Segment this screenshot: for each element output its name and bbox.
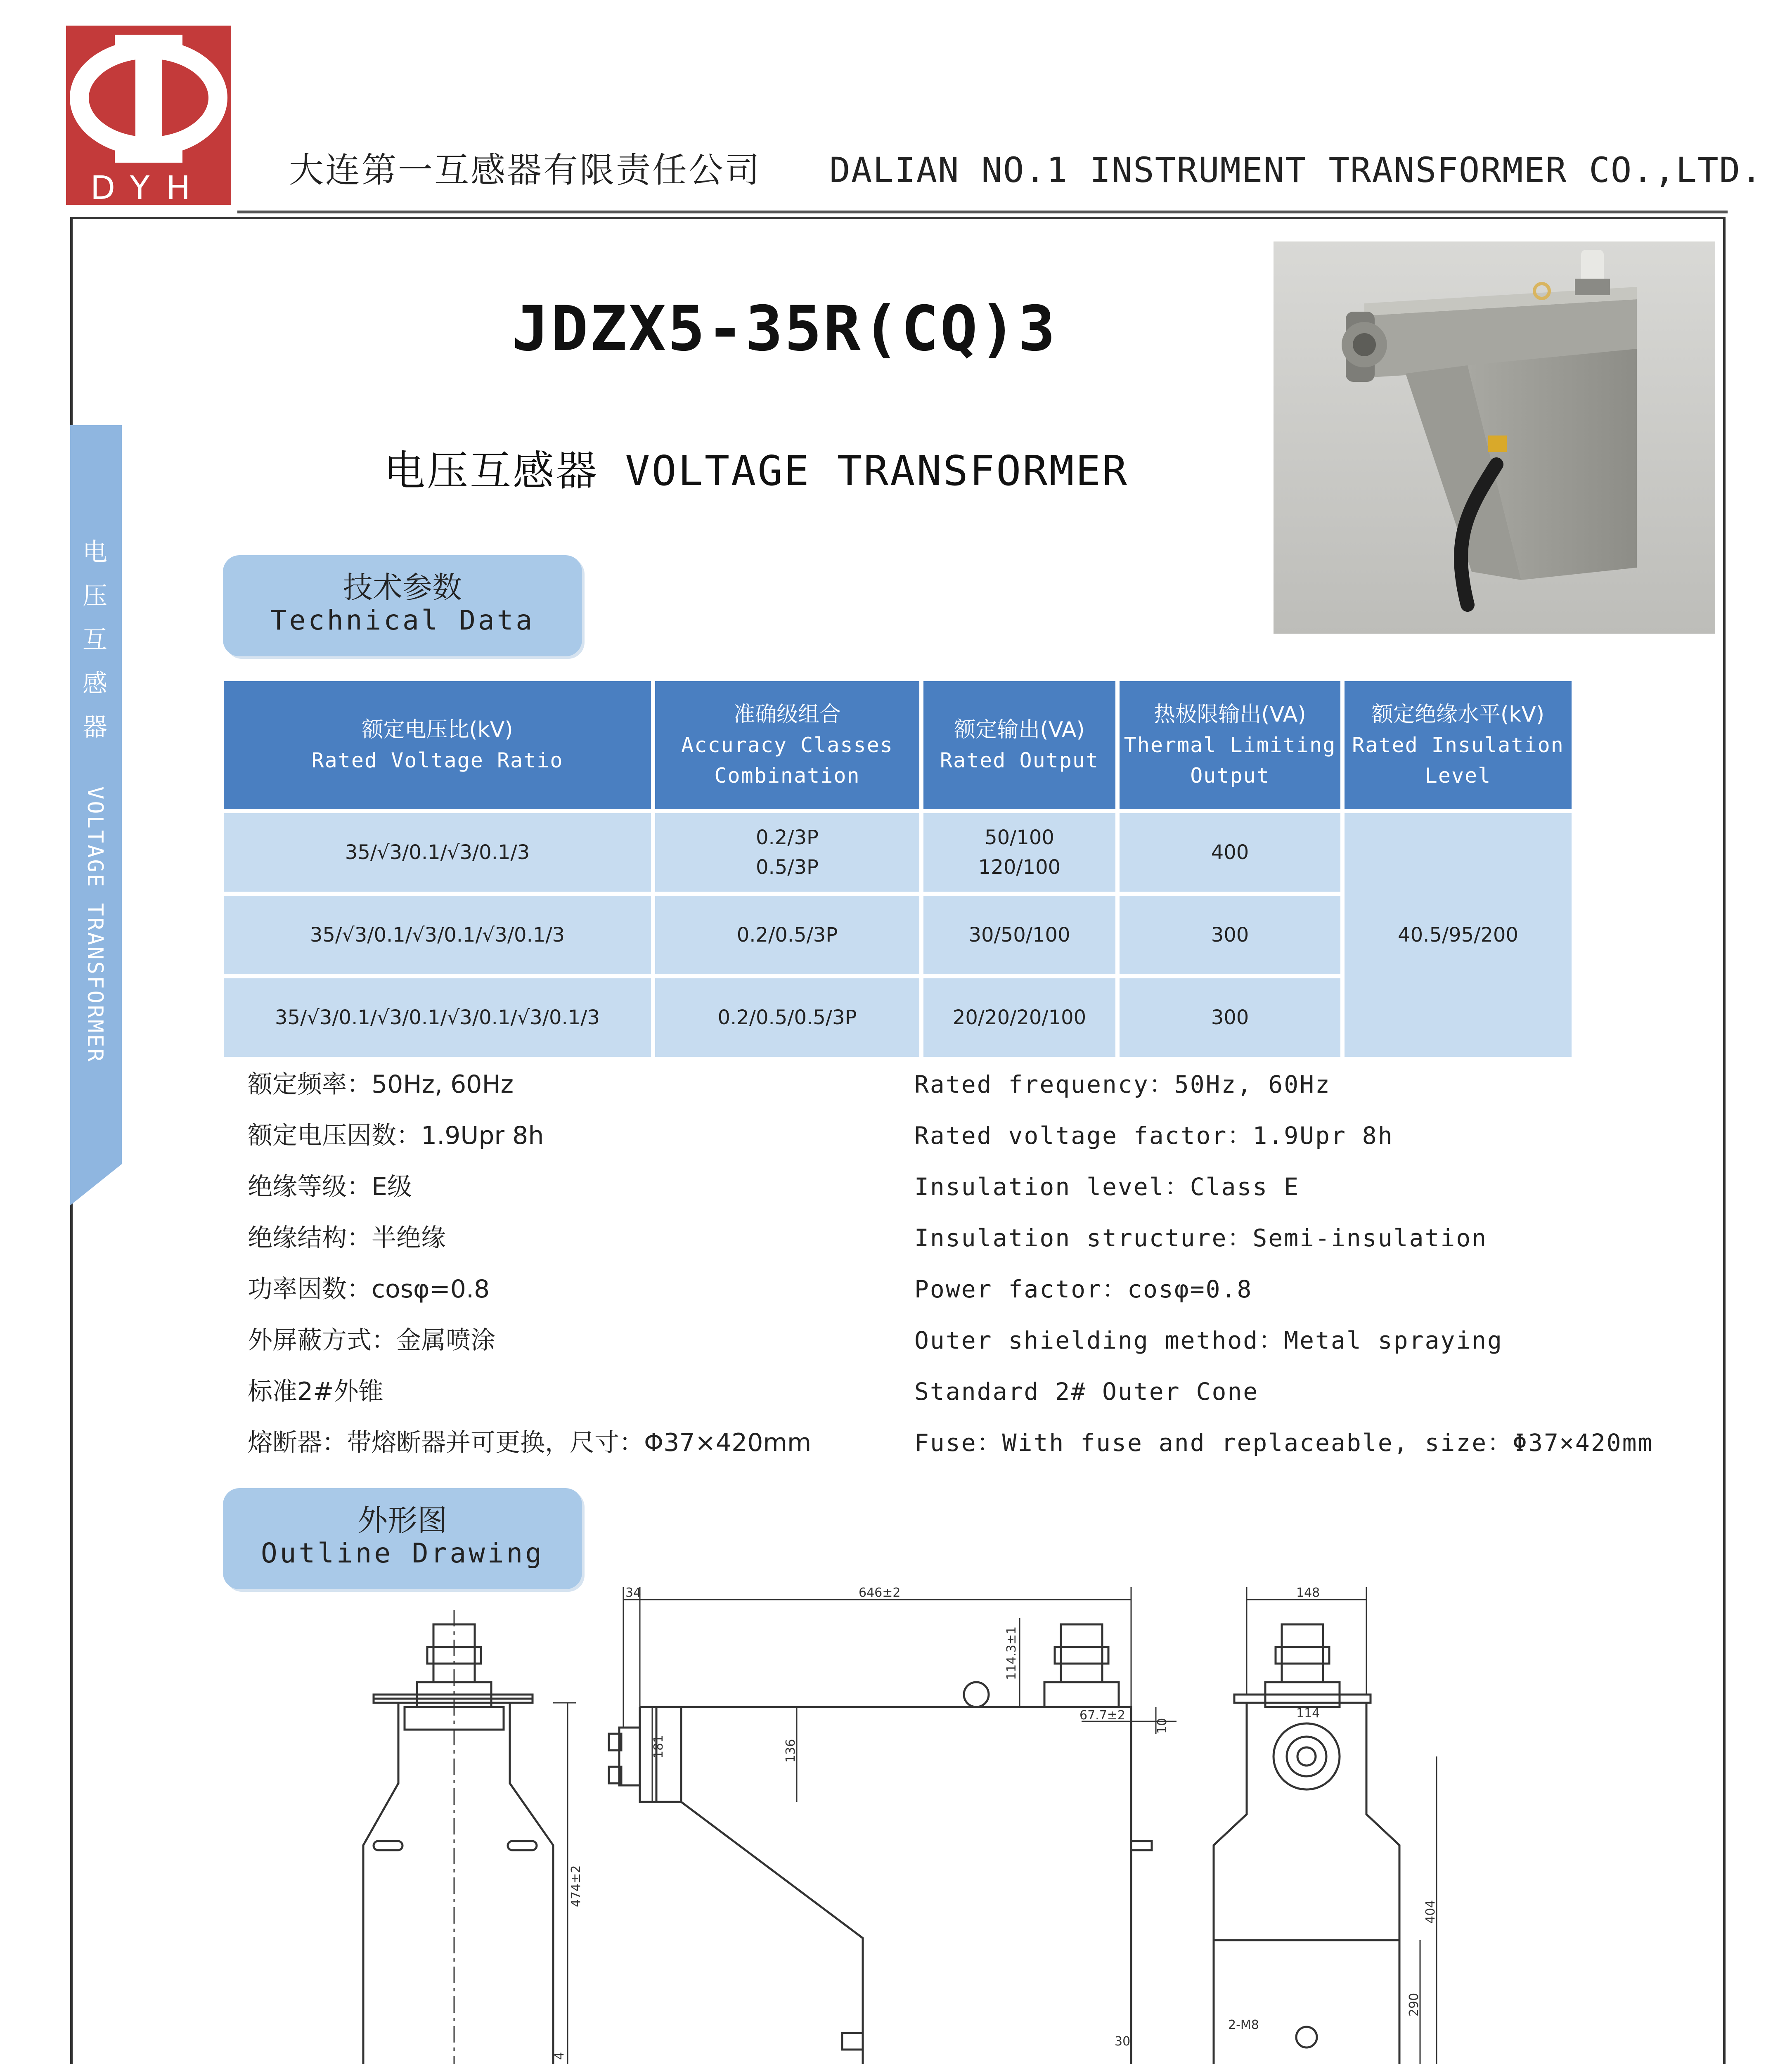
cell-output: 30/50/100 xyxy=(923,896,1115,974)
spec-line: Insulation structure：Semi-insulation xyxy=(914,1224,1488,1252)
header-cn: 额定电压比(kV) xyxy=(362,717,513,742)
side-tab-en-text: VOLTAGE TRANSFORMER xyxy=(83,786,107,1063)
header-cn: 准确级组合 xyxy=(733,702,841,727)
dim-label: 10 xyxy=(1155,1718,1169,1734)
dim-label: 2-M8 xyxy=(1228,2018,1259,2032)
cell-line: 120/100 xyxy=(978,856,1061,879)
header-en: Accuracy Classes Combination xyxy=(681,733,893,788)
spec-line: 绝缘结构：半绝缘 xyxy=(248,1224,446,1252)
spec-line: 绝缘等级：E级 xyxy=(248,1172,412,1201)
dim-label: 181 xyxy=(651,1735,666,1759)
spec-line: 额定频率：50Hz, 60Hz xyxy=(248,1070,514,1099)
cell-thermal: 300 xyxy=(1120,896,1340,974)
spec-line: 标准2#外锥 xyxy=(248,1377,383,1406)
cell-line: 0.5/3P xyxy=(756,856,819,879)
dim-label: 114 xyxy=(1296,1706,1320,1721)
spec-line: 外屏蔽方式：金属喷涂 xyxy=(248,1326,495,1355)
dim-label: 290 xyxy=(1407,1993,1421,2017)
header-en: Thermal Limiting Output xyxy=(1124,733,1336,788)
header-cn: 热极限输出(VA) xyxy=(1154,702,1306,727)
technical-data-en: Technical Data xyxy=(270,604,535,636)
spec-line: 功率因数：cosφ=0.8 xyxy=(248,1275,490,1304)
header-en: Rated Voltage Ratio xyxy=(311,748,563,772)
spec-line: Outer shielding method：Metal spraying xyxy=(914,1326,1503,1354)
spec-line: Insulation level：Class E xyxy=(914,1173,1300,1201)
header-cn: 额定输出(VA) xyxy=(954,717,1085,742)
dim-label: 4 xyxy=(552,2052,567,2060)
side-char: 互 xyxy=(83,625,107,654)
cell-output: 20/20/20/100 xyxy=(923,978,1115,1057)
header-cn: 额定绝缘水平(kV) xyxy=(1371,702,1545,727)
cell-accuracy: 0.2/0.5/0.5/3P xyxy=(655,978,919,1057)
spec-line: 额定电压因数：1.9Upr 8h xyxy=(248,1121,544,1150)
technical-data-cn: 技术参数 xyxy=(343,570,462,605)
outline-drawing-cn: 外形图 xyxy=(357,1503,447,1538)
dim-label: 67.7±2 xyxy=(1079,1708,1126,1723)
dim-label: 646±2 xyxy=(859,1586,901,1600)
cell-line: 50/100 xyxy=(985,826,1054,849)
cell-ratio: 35/√3/0.1/√3/0.1/√3/0.1/3 xyxy=(224,896,651,974)
end-view xyxy=(1214,1587,1437,2064)
product-subtitle: 电压互感器 VOLTAGE TRANSFORMER xyxy=(384,447,1129,495)
spec-line: Standard 2# Outer Cone xyxy=(914,1378,1259,1406)
side-char: 电 xyxy=(83,538,107,567)
cell-accuracy: 0.2/0.5/3P xyxy=(655,896,919,974)
logo-text: DYH xyxy=(90,170,207,205)
company-name-cn: 大连第一互感器有限责任公司 xyxy=(289,150,762,190)
side-char: 感 xyxy=(83,669,107,698)
header-en: Rated Insulation Level xyxy=(1352,733,1564,788)
company-name-en: DALIAN NO.1 INSTRUMENT TRANSFORMER CO.,LTD. xyxy=(829,150,1763,190)
side-char: 器 xyxy=(83,713,107,742)
dim-label: 404 xyxy=(1423,1900,1438,1924)
model-title: JDZX5-35R(CQ)3 xyxy=(512,293,1057,365)
front-view xyxy=(363,1610,576,2064)
spec-line: Fuse：With fuse and replaceable, size：Φ37×420mm xyxy=(914,1429,1654,1457)
dim-label: 474±2 xyxy=(569,1865,583,1907)
side-view xyxy=(609,1587,1177,2064)
spec-line: Rated frequency：50Hz, 60Hz xyxy=(914,1070,1331,1098)
cell-line: 0.2/3P xyxy=(756,826,819,849)
spec-line: Rated voltage factor：1.9Upr 8h xyxy=(914,1122,1394,1150)
cell-thermal: 300 xyxy=(1120,978,1340,1057)
dim-label: 136 xyxy=(784,1739,798,1763)
dim-label: 30 xyxy=(1115,2034,1131,2049)
spec-line: Power factor：cosφ=0.8 xyxy=(914,1275,1253,1303)
side-char: 压 xyxy=(83,582,107,611)
cell-ratio: 35/√3/0.1/√3/0.1/√3/0.1/√3/0.1/3 xyxy=(224,978,651,1057)
outline-drawing-en: Outline Drawing xyxy=(260,1537,544,1569)
cell-ratio: 35/√3/0.1/√3/0.1/3 xyxy=(224,813,651,892)
header-en: Rated Output xyxy=(940,748,1099,772)
dim-label: 114.3±1 xyxy=(1004,1626,1019,1680)
dim-label: 148 xyxy=(1296,1586,1320,1600)
cell-thermal: 400 xyxy=(1120,813,1340,892)
dimension-labels xyxy=(552,1586,1438,2064)
dim-label: 34 xyxy=(625,1586,642,1600)
spec-line: 熔断器：带熔断器并可更换，尺寸：Φ37×420mm xyxy=(248,1428,812,1457)
cell-insulation: 40.5/95/200 xyxy=(1345,813,1572,1057)
